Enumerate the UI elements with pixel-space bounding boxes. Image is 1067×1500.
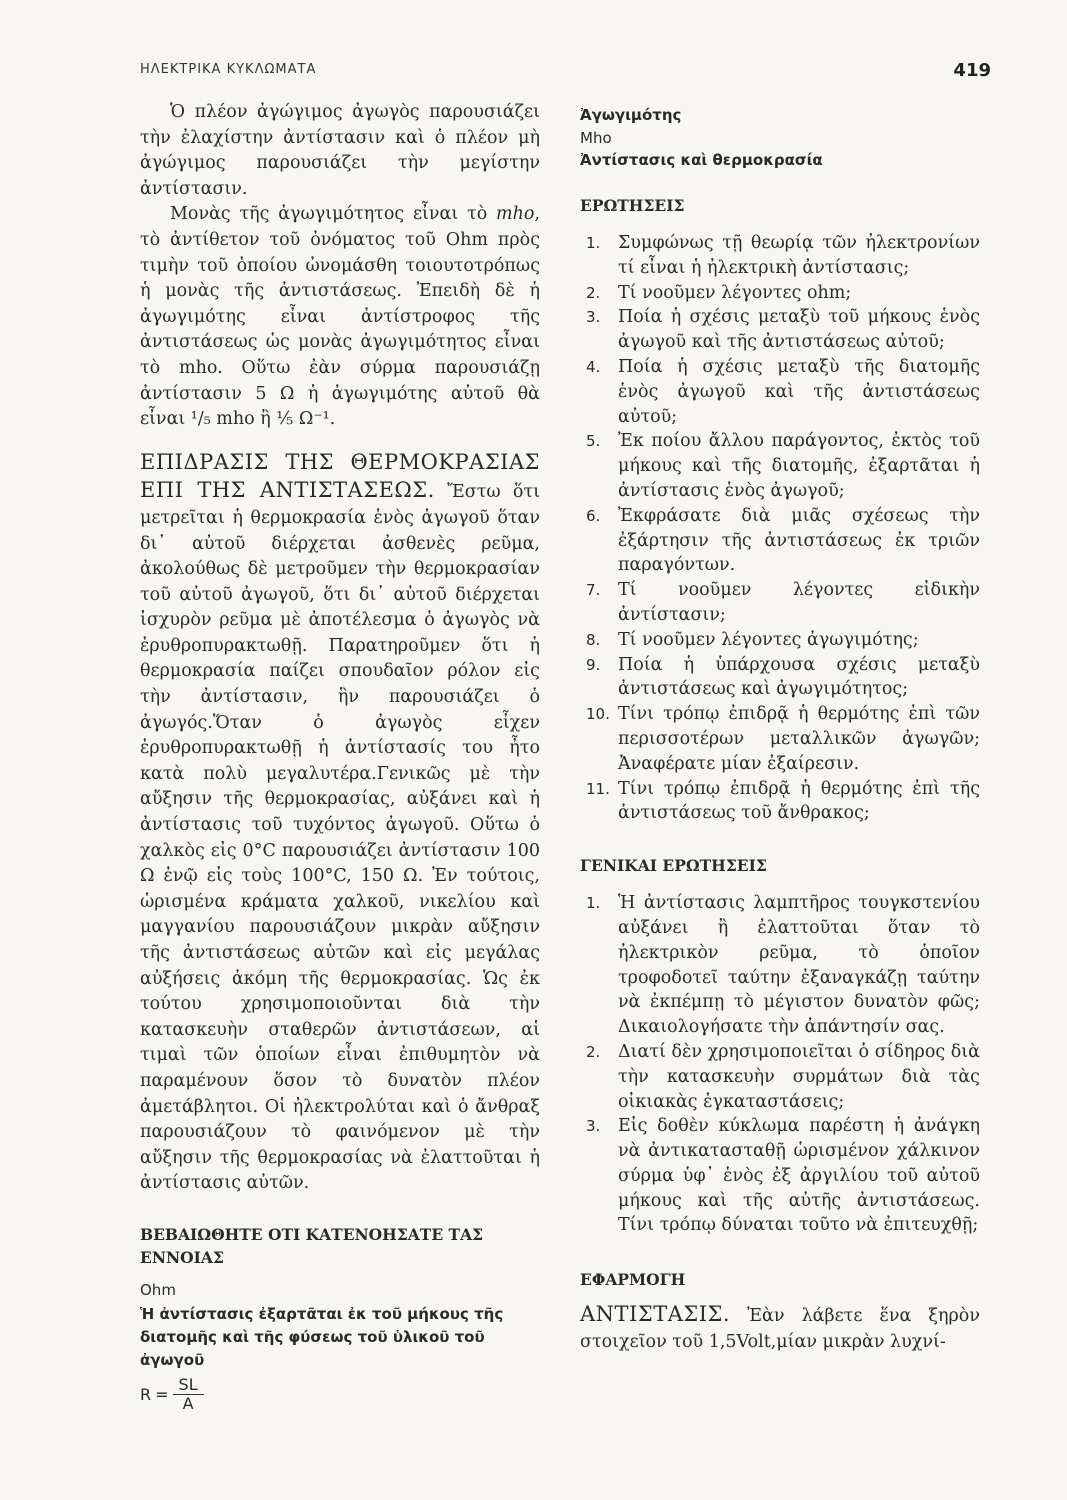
- mho-term: mho: [496, 204, 535, 225]
- question-item: [580, 578, 980, 628]
- concept-resistance: Ἡ ἀντίστασις ἐξαρτᾶται ἐκ τοῦ μήκους τῆς διατομῆς καὶ τῆς φύσεως τοῦ ὑλικοῦ τοῦ ἀγωγοῦ: [140, 1304, 504, 1369]
- formula-equals: =: [155, 1384, 169, 1404]
- question-text: Ποία ἡ ὑπάρχουσα σχέσις μεταξὺ ἀντιστάσεως καὶ ἀγωγιμότητος;: [618, 654, 980, 700]
- question-number: 8.: [586, 630, 601, 649]
- question-text: Τίνι τρόπῳ ἐπιδρᾷ ἡ θερμότης ἐπὶ τῆς ἀντιστάσεως τοῦ ἄνθρακος;: [618, 778, 980, 824]
- question-item: [580, 653, 980, 703]
- paragraph-mho: [140, 202, 540, 432]
- question-text: Ἐκφράσατε διὰ μιᾶς σχέσεως τὴν ἐξάρτησιν τῆς ἀντιστάσεως ἐκ τριῶν παραγόντων.: [618, 505, 980, 576]
- question-number: 5.: [586, 432, 601, 451]
- paragraph-temperature: [140, 449, 540, 1197]
- general-question-item: [580, 1114, 980, 1238]
- question-text: Ποία ἡ σχέσις μεταξὺ τοῦ μήκους ἑνὸς ἀγωγοῦ καὶ τῆς ἀντιστάσεως αὐτοῦ;: [618, 307, 980, 353]
- question-item: [580, 355, 980, 429]
- questions-title: ΕΡΩΤΗΣΕΙΣ: [580, 196, 685, 215]
- general-question-item: [580, 891, 980, 1040]
- general-question-number: 1.: [586, 894, 601, 913]
- concept-conductance: Ἀγωγιμότης: [580, 106, 682, 124]
- question-number: 3.: [586, 308, 601, 327]
- question-number: 4.: [586, 357, 601, 376]
- concept-ohm: Ohm: [140, 1280, 176, 1299]
- questions-list: [580, 231, 980, 826]
- question-text: Ποία ἡ σχέσις μεταξὺ τῆς διατομῆς ἑνὸς ἀγωγοῦ καὶ τῆς ἀντιστάσεως αὐτοῦ;: [618, 356, 980, 427]
- general-question-number: 3.: [586, 1117, 601, 1136]
- question-item: [580, 429, 980, 503]
- right-column: [580, 104, 980, 1355]
- general-questions-list: [580, 891, 980, 1238]
- question-item: [580, 504, 980, 578]
- question-item: [580, 281, 980, 306]
- question-item: [580, 305, 980, 355]
- general-question-text: Εἰς δοθὲν κύκλωμα παρέστη ἡ ἀνάγκη νὰ ἀντικατασταθῇ ὡρισμένον χάλκινον σύρμα ὑφ᾽ ἑνὸς ἐξ ἀργιλίου τοῦ αὐτοῦ μήκους καὶ τῆς αὐτῆς ἀντιστάσεως. Τίνι τρόπῳ δύναται τοῦτο νὰ ἐπιτευχθῇ;: [618, 1116, 980, 1236]
- general-question-text: Ἡ ἀντίστασις λαμπτῆρος τουγκστενίου αὐξάνει ἢ ἐλαττοῦται ὅταν τὸ ἠλεκτρικὸν ρεῦμα, τὸ ὁποῖον τροφοδοτεῖ ταύτην ἐξαναγκάζῃ ταύτην νὰ ἐκπέμπῃ τὸ μέγιστον δυνατὸν φῶς; Δικαιολογήσατε τὴν ἀπάντησίν σας.: [618, 893, 980, 1038]
- formula-numerator: SL: [173, 1376, 204, 1395]
- general-question-number: 2.: [586, 1042, 601, 1061]
- question-number: 2.: [586, 283, 601, 302]
- application-lead: ΑΝΤΙΣΤΑΣΙΣ.: [580, 1302, 731, 1327]
- concepts-section: [140, 1223, 540, 1413]
- question-number: 7.: [586, 581, 601, 600]
- question-item: [580, 777, 980, 827]
- question-number: 10.: [586, 705, 610, 724]
- left-column: [140, 100, 540, 1413]
- question-text: Τί νοοῦμεν λέγοντες ἀγωγιμότης;: [618, 629, 919, 650]
- formula-fraction: [173, 1376, 204, 1413]
- resistance-formula: [140, 1376, 540, 1413]
- running-header: ΗΛΕΚΤΡΙΚΑ ΚΥΚΛΩΜΑΤΑ: [140, 62, 317, 77]
- question-text: Τί νοοῦμεν λέγοντες εἰδικὴν ἀντίστασιν;: [618, 580, 980, 625]
- question-item: [580, 231, 980, 281]
- formula-denominator: A: [182, 1393, 194, 1413]
- application-title: ΕΦΑΡΜΟΓΗ: [580, 1270, 686, 1290]
- question-number: 6.: [586, 506, 601, 525]
- question-text: Ἐκ ποίου ἄλλου παράγοντος, ἐκτὸς τοῦ μήκους καὶ τῆς διατομῆς, ἐξαρτᾶται ἡ ἀντίστασις ἑνὸς ἀγωγοῦ;: [618, 431, 980, 501]
- page-number: 419: [953, 60, 991, 81]
- question-number: 1.: [586, 234, 601, 252]
- paragraph-mho-text-a: Μονὰς τῆς ἀγωγιμότητος εἶναι τὸ: [170, 204, 497, 225]
- general-questions-title: ΓΕΝΙΚΑΙ ΕΡΩΤΗΣΕΙΣ: [580, 856, 767, 876]
- question-item: [580, 628, 980, 653]
- question-text: Τί νοοῦμεν λέγοντες ohm;: [618, 282, 852, 303]
- concept-temperature: Ἀντίστασις καὶ θερμοκρασία: [580, 151, 823, 169]
- formula-lhs: R: [140, 1384, 152, 1404]
- concept-mho: Mho: [580, 129, 612, 147]
- question-text: Τίνι τρόπῳ ἐπιδρᾷ ἡ θερμότης ἐπὶ τῶν περισσοτέρων μεταλλικῶν ἀγωγῶν; Ἀναφέρατε μίαν ἐξαίρεσιν.: [618, 704, 980, 774]
- question-item: [580, 702, 980, 776]
- paragraph-mho-text-b: , τὸ ἀντίθετον τοῦ ὀνόματος τοῦ Ohm πρὸς τιμὴν τοῦ ὁποίου ὠνομάσθη τοιουτοτρόπως ἡ μονὰς τῆς ἀντιστάσεως. Ἐπειδὴ δὲ ἡ ἀγωγιμότης εἶναι ἀντίστροφος τῆς ἀντιστάσεως ὡς μονὰς ἀγωγιμότητος εἶναι τὸ mho. Οὕτω ἐὰν σύρμα παρουσιάζῃ ἀντίστασιν 5 Ω ἡ ἀγωγιμότης αὐτοῦ θὰ εἶναι ¹/₅ mho ἢ ⅕ Ω⁻¹.: [140, 204, 540, 430]
- paragraph-conductor: Ὁ πλέον ἀγώγιμος ἀγωγὸς παρουσιάζει τὴν ἐλαχίστην ἀντίστασιν καὶ ὁ πλέον μὴ ἀγώγιμος παρουσιάζει τὴν μεγίστην ἀντίστασιν.: [140, 102, 540, 199]
- application-paragraph: [580, 1301, 980, 1355]
- application-text: Ἐὰν λάβετε ἕνα ξηρὸν στοιχεῖον τοῦ 1,5Volt,μίαν μικρὰν λυχνί-: [580, 1306, 980, 1352]
- concepts-title: ΒΕΒΑΙΩΘΗΤΕ ΟΤΙ ΚΑΤΕΝΟΗΣΑΤΕ ΤΑΣ ΕΝΝΟΙΑΣ: [140, 1224, 484, 1267]
- section-title-temperature: ΕΠΙΔΡΑΣΙΣ ΤΗΣ ΘΕΡΜΟΚΡΑΣΙΑΣ ΕΠΙ ΤΗΣ ΑΝΤΙΣΤΑΣΕΩΣ.: [140, 449, 540, 503]
- general-question-item: [580, 1040, 980, 1114]
- question-number: 11.: [586, 779, 610, 798]
- paragraph-temperature-text: Ἔστω ὅτι μετρεῖται ἡ θερμοκρασία ἑνὸς ἀγωγοῦ ὅταν δι᾽ αὐτοῦ διέρχεται ἀσθενὲς ρεῦμα, ἀκολούθως δὲ μετροῦμεν τὴν θερμοκρασίαν τοῦ αὐτοῦ ἀγωγοῦ, ὅτι δι᾽ αὐτοῦ διέρχεται ἰσχυρὸν ρεῦμα μὲ ἀποτέλεσμα ὁ ἀγωγὸς νὰ ἐρυθροπυρακτωθῇ. Παρατηροῦμεν ὅτι ἡ θερμοκρασία παίζει σπουδαῖον ρόλον εἰς τὴν ἀντίστασιν, ἣν παρουσιάζει ὁ ἀγωγός.Ὅταν ὁ ἀγωγὸς εἶχεν ἐρυθροπυρακτωθῇ ἡ ἀντίστασίς του ἦτο κατὰ πολὺ μεγαλυτέρα.Γενικῶς μὲ τὴν αὔξησιν τῆς θερμοκρασίας, αὐξάνει καὶ ἡ ἀντίστασις τοῦ τυχόντος ἀγωγοῦ. Οὕτω ὁ χαλκὸς εἰς 0°C παρουσιάζει ἀντίστασιν 100 Ω ἐνῷ εἰς τοὺς 100°C, 150 Ω. Ἐν τούτοις, ὡρισμένα κράματα χαλκοῦ, νικελίου καὶ μαγγανίου παρουσιάζουν μικρὰν αὔξησιν τῆς ἀντιστάσεως αὐτῶν καὶ εἰς μεγάλας αὐξήσεις ἀκόμη τῆς θερμοκρασίας. Ὡς ἐκ τούτου χρησιμοποιοῦνται διὰ τὴν κατασκευὴν σταθερῶν ἀντιστάσεων, αἱ τιμαὶ τῶν ὁποίων εἶναι ἐπιθυμητὸν νὰ παραμένουν ὅσον τὸ δυνατὸν πλέον ἀμετάβλητοι. Οἱ ἠλεκτρολύται καὶ ὁ ἄνθραξ παρουσιάζουν τὸ φαινόμενον μὲ τὴν αὔξησιν τῆς θερμοκρασίας νὰ ἐλαττοῦται ἡ ἀντίστασις αὐτῶν.: [140, 482, 540, 1194]
- question-text: Συμφώνως τῇ θεωρίᾳ τῶν ἠλεκτρονίων τί εἶναι ἡ ἠλεκτρικὴ ἀντίστασις;: [618, 233, 980, 278]
- general-question-text: Διατί δὲν χρησιμοποιεῖται ὁ σίδηρος διὰ τὴν κατασκευὴν συρμάτων διὰ τὰς οἰκιακὰς ἐγκαταστάσεις;: [618, 1041, 980, 1112]
- question-number: 9.: [586, 655, 601, 674]
